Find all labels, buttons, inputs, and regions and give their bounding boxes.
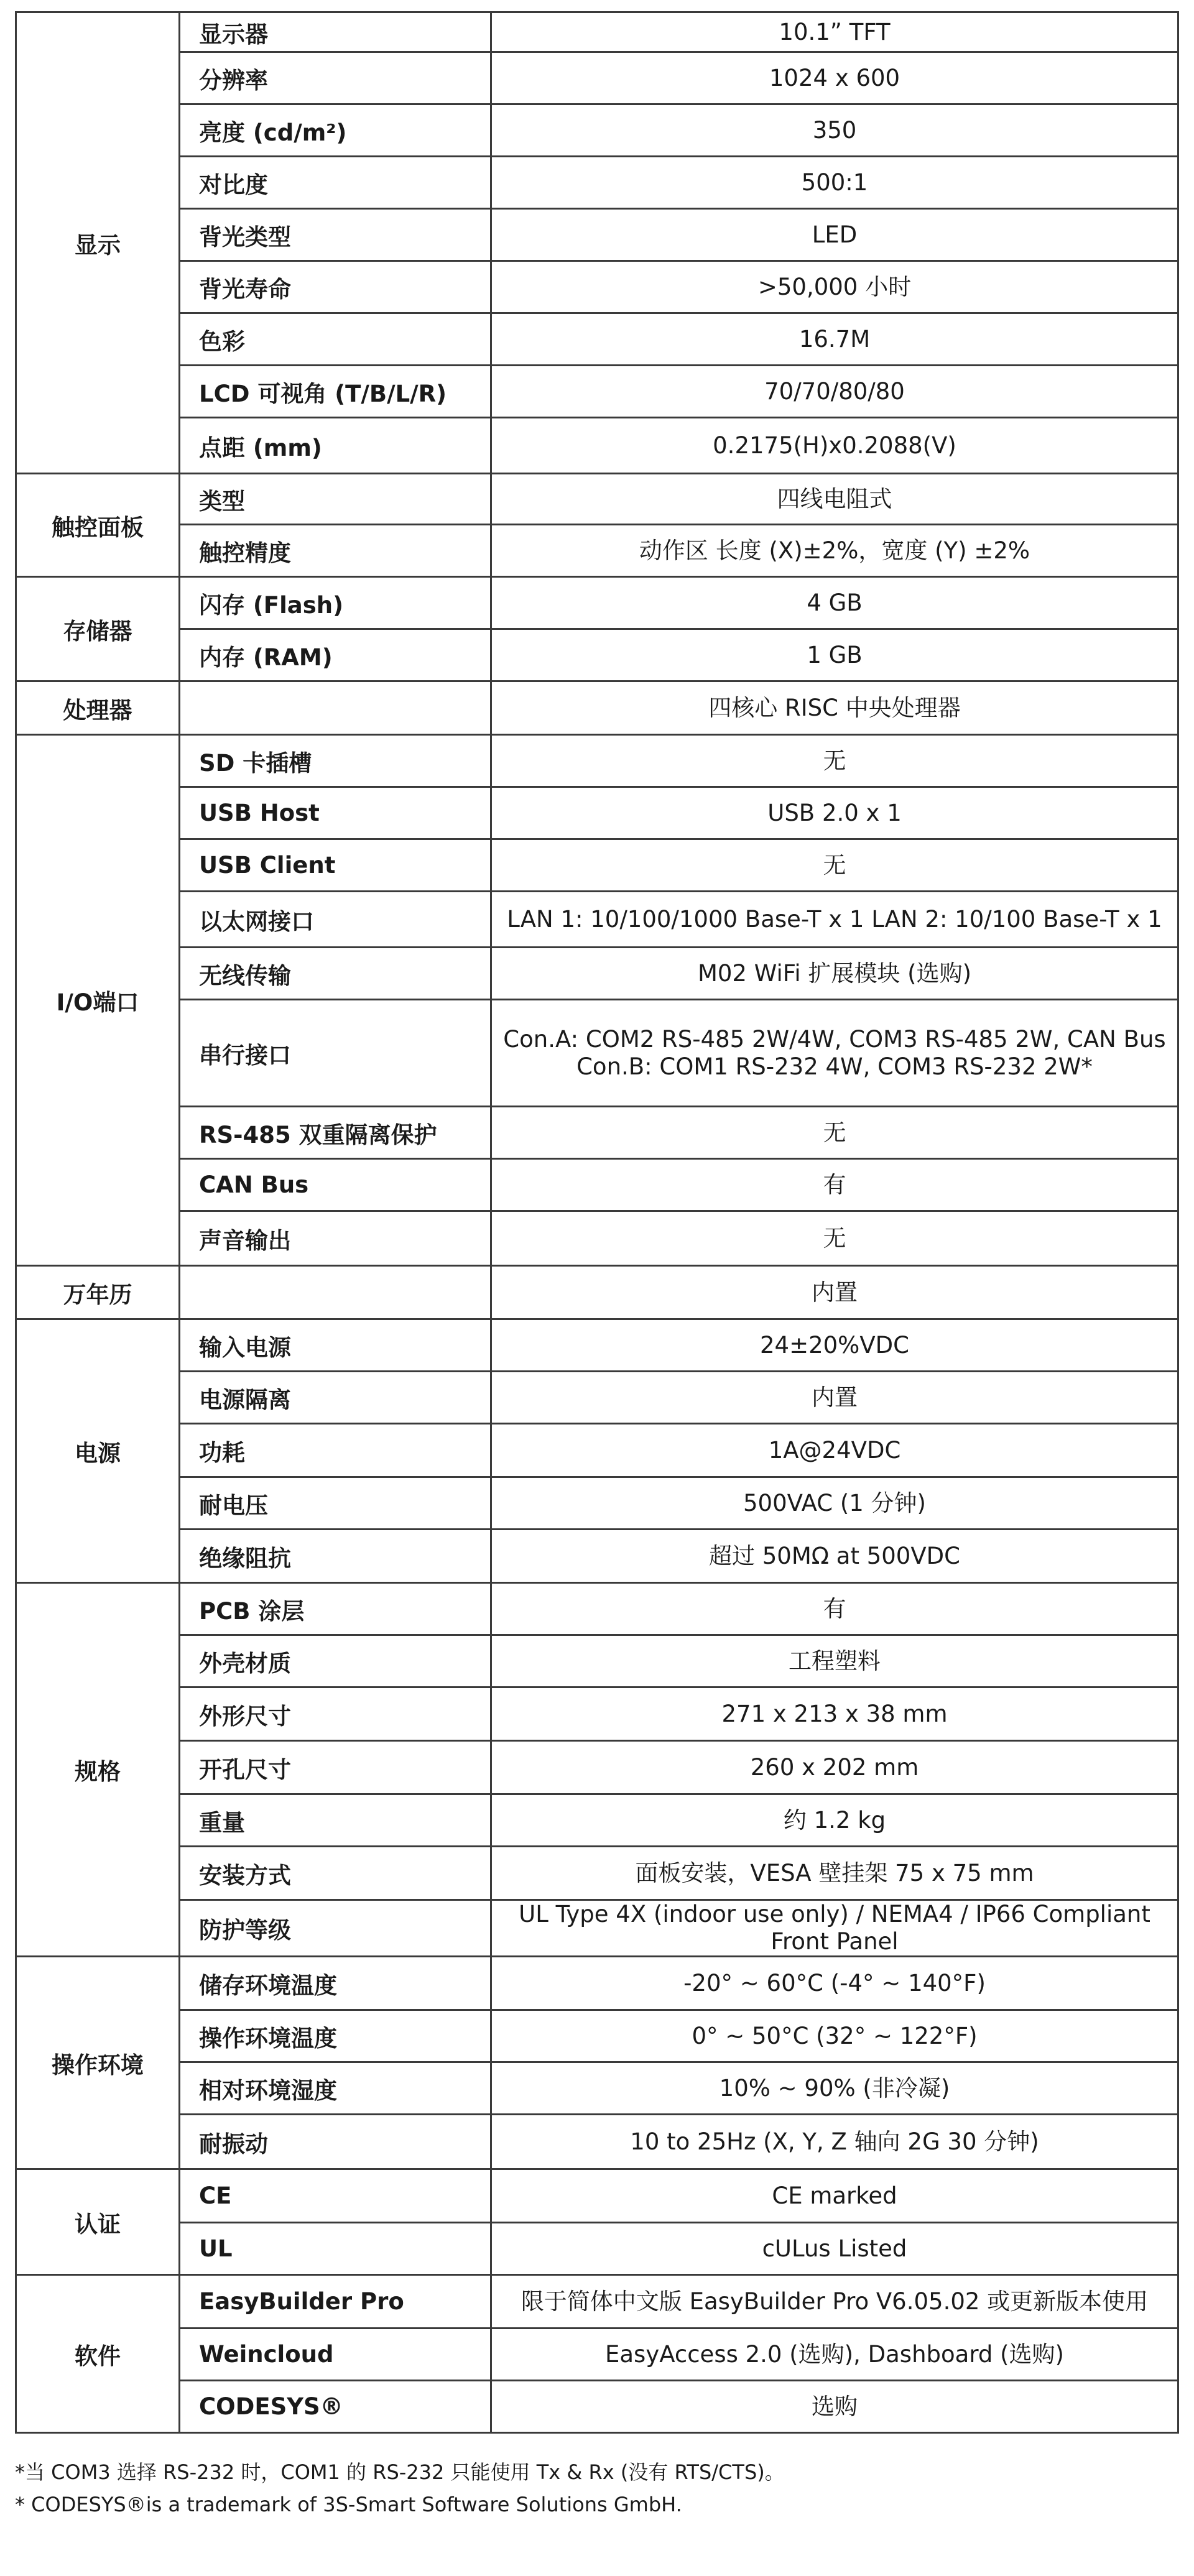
item-cell: 闪存 (Flash) <box>180 577 491 629</box>
spec-row <box>16 892 1178 948</box>
spec-row <box>16 2115 1178 2169</box>
value-cell: LED <box>491 209 1178 261</box>
value-cell: 350 <box>491 104 1178 157</box>
spec-row <box>16 1794 1178 1847</box>
value-cell: 无 <box>491 735 1178 787</box>
item-cell: 点距 (mm) <box>180 418 491 474</box>
value-cell: 四线电阻式 <box>491 474 1178 525</box>
value-cell: M02 WiFi 扩展模块 (选购) <box>491 948 1178 1000</box>
value-cell: 10 to 25Hz (X, Y, Z 轴向 2G 30 分钟) <box>491 2115 1178 2169</box>
category-cell: I/O端口 <box>16 735 180 1266</box>
category-cell: 规格 <box>16 1583 180 1957</box>
category-cell: 电源 <box>16 1319 180 1583</box>
spec-row <box>16 1900 1178 1957</box>
spec-row <box>16 1211 1178 1266</box>
spec-row <box>16 261 1178 313</box>
value-cell: 有 <box>491 1583 1178 1635</box>
item-cell: SD 卡插槽 <box>180 735 491 787</box>
spec-row <box>16 2275 1178 2329</box>
spec-row <box>16 629 1178 681</box>
value-cell: 面板安装，VESA 壁挂架 75 x 75 mm <box>491 1847 1178 1900</box>
item-cell <box>180 681 491 735</box>
category-cell: 触控面板 <box>16 474 180 577</box>
item-cell: 输入电源 <box>180 1319 491 1372</box>
spec-row <box>16 1530 1178 1583</box>
value-cell: 四核心 RISC 中央处理器 <box>491 681 1178 735</box>
item-cell: CODESYS® <box>180 2381 491 2433</box>
item-cell: 外壳材质 <box>180 1635 491 1687</box>
value-cell: 超过 50MΩ at 500VDC <box>491 1530 1178 1583</box>
item-cell: Weincloud <box>180 2329 491 2381</box>
item-cell: 声音输出 <box>180 1211 491 1266</box>
item-cell: 显示器 <box>180 12 491 52</box>
item-cell: 储存环境温度 <box>180 1957 491 2010</box>
item-cell: 相对环境湿度 <box>180 2062 491 2115</box>
value-cell: 1 GB <box>491 629 1178 681</box>
spec-row <box>16 1266 1178 1319</box>
value-cell: USB 2.0 x 1 <box>491 787 1178 839</box>
spec-row <box>16 474 1178 525</box>
value-cell: EasyAccess 2.0 (选购), Dashboard (选购) <box>491 2329 1178 2381</box>
value-cell: UL Type 4X (indoor use only) / NEMA4 / IP66 Compliant Front Panel <box>491 1900 1178 1957</box>
value-cell: 1A@24VDC <box>491 1424 1178 1477</box>
spec-table <box>15 11 1179 2434</box>
spec-row <box>16 681 1178 735</box>
item-cell: RS-485 双重隔离保护 <box>180 1107 491 1159</box>
item-cell: UL <box>180 2223 491 2275</box>
value-cell: 500VAC (1 分钟) <box>491 1477 1178 1530</box>
value-cell: 10% ~ 90% (非冷凝) <box>491 2062 1178 2115</box>
value-cell: Con.A: COM2 RS-485 2W/4W, COM3 RS-485 2W, CAN Bus Con.B: COM1 RS-232 4W, COM3 RS-232 2W* <box>491 1000 1178 1107</box>
item-cell: 类型 <box>180 474 491 525</box>
item-cell: 无线传输 <box>180 948 491 1000</box>
value-cell: 工程塑料 <box>491 1635 1178 1687</box>
spec-row <box>16 2169 1178 2223</box>
footnotes <box>15 2456 1179 2521</box>
item-cell: 色彩 <box>180 313 491 366</box>
category-cell: 软件 <box>16 2275 180 2433</box>
spec-row <box>16 313 1178 366</box>
spec-row <box>16 2223 1178 2275</box>
item-cell: 对比度 <box>180 157 491 209</box>
spec-row <box>16 787 1178 839</box>
spec-row <box>16 1957 1178 2010</box>
item-cell: 电源隔离 <box>180 1372 491 1424</box>
value-cell: 内置 <box>491 1266 1178 1319</box>
item-cell: USB Host <box>180 787 491 839</box>
value-cell: CE marked <box>491 2169 1178 2223</box>
item-cell: 分辨率 <box>180 52 491 104</box>
value-cell: 1024 x 600 <box>491 52 1178 104</box>
item-cell: PCB 涂层 <box>180 1583 491 1635</box>
item-cell: 开孔尺寸 <box>180 1741 491 1794</box>
category-cell: 认证 <box>16 2169 180 2275</box>
spec-row <box>16 2010 1178 2062</box>
item-cell: 背光类型 <box>180 209 491 261</box>
spec-row <box>16 209 1178 261</box>
spec-row <box>16 839 1178 892</box>
value-cell: 271 x 213 x 38 mm <box>491 1687 1178 1741</box>
item-cell: 内存 (RAM) <box>180 629 491 681</box>
value-cell: 16.7M <box>491 313 1178 366</box>
value-cell: cULus Listed <box>491 2223 1178 2275</box>
item-cell: LCD 可视角 (T/B/L/R) <box>180 366 491 418</box>
spec-row <box>16 577 1178 629</box>
item-cell: 触控精度 <box>180 525 491 577</box>
item-cell: 外形尺寸 <box>180 1687 491 1741</box>
spec-row <box>16 1687 1178 1741</box>
spec-row <box>16 52 1178 104</box>
spec-row <box>16 948 1178 1000</box>
item-cell: USB Client <box>180 839 491 892</box>
value-cell: 无 <box>491 1107 1178 1159</box>
category-cell: 操作环境 <box>16 1957 180 2169</box>
value-cell: 约 1.2 kg <box>491 1794 1178 1847</box>
value-cell: >50,000 小时 <box>491 261 1178 313</box>
value-cell: -20° ~ 60°C (-4° ~ 140°F) <box>491 1957 1178 2010</box>
spec-row <box>16 2329 1178 2381</box>
item-cell: 防护等级 <box>180 1900 491 1957</box>
item-cell: 重量 <box>180 1794 491 1847</box>
item-cell: 串行接口 <box>180 1000 491 1107</box>
spec-row <box>16 1741 1178 1794</box>
value-cell: 有 <box>491 1159 1178 1211</box>
spec-row <box>16 1583 1178 1635</box>
spec-row <box>16 104 1178 157</box>
item-cell <box>180 1266 491 1319</box>
item-cell: 耐振动 <box>180 2115 491 2169</box>
spec-row <box>16 525 1178 577</box>
footnote-codesys-trademark: * CODESYS®is a trademark of 3S-Smart Software Solutions GmbH. <box>15 2493 682 2516</box>
spec-row <box>16 735 1178 787</box>
value-cell: 10.1” TFT <box>491 12 1178 52</box>
item-cell: 操作环境温度 <box>180 2010 491 2062</box>
value-cell: LAN 1: 10/100/1000 Base-T x 1 LAN 2: 10/100 Base-T x 1 <box>491 892 1178 948</box>
value-cell: 0° ~ 50°C (32° ~ 122°F) <box>491 2010 1178 2062</box>
spec-row <box>16 1107 1178 1159</box>
item-cell: 背光寿命 <box>180 261 491 313</box>
spec-row <box>16 2062 1178 2115</box>
spec-row <box>16 1477 1178 1530</box>
spec-table-body <box>16 12 1178 2433</box>
value-cell: 500:1 <box>491 157 1178 209</box>
item-cell: 以太网接口 <box>180 892 491 948</box>
category-cell: 存储器 <box>16 577 180 681</box>
spec-row <box>16 418 1178 474</box>
category-cell: 显示 <box>16 12 180 474</box>
spec-row <box>16 1000 1178 1107</box>
item-cell: EasyBuilder Pro <box>180 2275 491 2329</box>
item-cell: 耐电压 <box>180 1477 491 1530</box>
value-cell: 4 GB <box>491 577 1178 629</box>
value-cell: 无 <box>491 839 1178 892</box>
value-cell: 无 <box>491 1211 1178 1266</box>
category-cell: 万年历 <box>16 1266 180 1319</box>
value-cell: 动作区 长度 (X)±2%，宽度 (Y) ±2% <box>491 525 1178 577</box>
spec-row <box>16 1372 1178 1424</box>
item-cell: 亮度 (cd/m²) <box>180 104 491 157</box>
spec-row <box>16 1159 1178 1211</box>
spec-row <box>16 1847 1178 1900</box>
value-cell: 70/70/80/80 <box>491 366 1178 418</box>
item-cell: 安装方式 <box>180 1847 491 1900</box>
spec-row <box>16 2381 1178 2433</box>
item-cell: CE <box>180 2169 491 2223</box>
footnote-com3: *当 COM3 选择 RS-232 时，COM1 的 RS-232 只能使用 Tx & Rx (没有 RTS/CTS)。 <box>15 2460 785 2484</box>
value-cell: 内置 <box>491 1372 1178 1424</box>
item-cell: 绝缘阻抗 <box>180 1530 491 1583</box>
spec-row <box>16 366 1178 418</box>
spec-row <box>16 12 1178 52</box>
spec-row <box>16 1319 1178 1372</box>
value-cell: 260 x 202 mm <box>491 1741 1178 1794</box>
spec-row <box>16 1635 1178 1687</box>
item-cell: 功耗 <box>180 1424 491 1477</box>
value-cell: 选购 <box>491 2381 1178 2433</box>
item-cell: CAN Bus <box>180 1159 491 1211</box>
value-cell: 限于简体中文版 EasyBuilder Pro V6.05.02 或更新版本使用 <box>491 2275 1178 2329</box>
spec-row <box>16 157 1178 209</box>
value-cell: 24±20%VDC <box>491 1319 1178 1372</box>
spec-row <box>16 1424 1178 1477</box>
category-cell: 处理器 <box>16 681 180 735</box>
value-cell: 0.2175(H)x0.2088(V) <box>491 418 1178 474</box>
